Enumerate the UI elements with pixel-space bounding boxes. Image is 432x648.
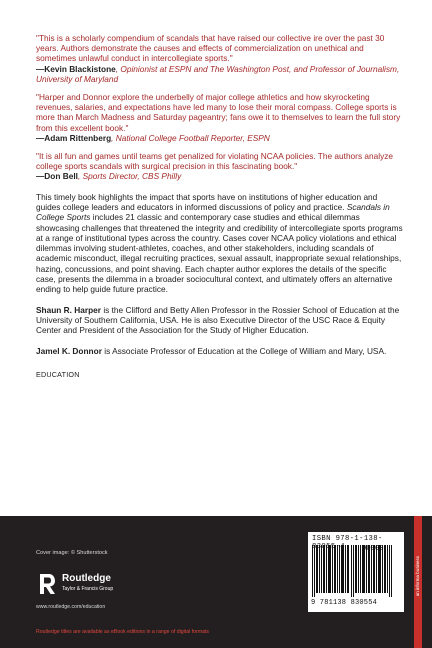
isbn-barcode (308, 532, 404, 612)
author-bio-2 (36, 346, 404, 356)
cover-image-credit: Cover image: © Shutterstock (36, 550, 108, 556)
endorser-role: , Opinionist at ESPN and The Washington Post, and Professor of Journalism, University of Maryland (36, 63, 400, 84)
routledge-r-icon (36, 571, 58, 597)
publisher-group: Taylor & Francis Group (62, 586, 114, 592)
author-name: Shaun R. Harper (36, 304, 102, 315)
endorsement-text: "This is a scholarly compendium of scandals that have raised our collective ire over the past 30 years. Authors demonstrate the causes and effects of commercialization on unethical and sometimes unlawful conduct in intercollegiate sports." (36, 33, 385, 64)
publisher-website: www.routledge.com/education (36, 604, 106, 610)
author-bio-1 (36, 305, 404, 336)
ebook-note: Routledge titles are available as eBook editions in a range of digital formats (36, 629, 210, 635)
book-title-inline: Scandals in College Sports (36, 201, 390, 223)
endorsement-text: "Harper and Donnor explore the underbelly of major college athletics and how skyrocketing revenues, salaries, and expectations have led many to lose their moral compass. College sports is more than March Madness and Saturday pageantry; fans owe it to themselves to learn the full story from this excellent book." (36, 92, 401, 133)
ean-number: 9 781138 830554 (311, 599, 378, 607)
author-bio-text: is the Clifford and Betty Allen Professor in the Rossier School of Education at the University of Southern California, USA. He is also Executive Director of the USC Race & Equity Center and President of the Association for the Study of Higher Education. (36, 304, 400, 336)
endorsement-attribution (36, 133, 404, 143)
endorser-name: —Adam Rittenberg (36, 132, 112, 143)
endorsement-attribution (36, 64, 404, 84)
author-bio-text: is Associate Professor of Education at the College of William and Mary, USA. (101, 345, 387, 356)
informa-tab (414, 516, 422, 648)
isbn-number: ISBN 978-1-138- 055-4 (312, 535, 383, 551)
informa-tab-text: an informa business (415, 556, 420, 597)
publisher-name: Routledge (62, 573, 111, 584)
endorsement-3 (36, 151, 404, 182)
endorsement-attribution (36, 171, 404, 181)
description-part-2: includes 21 classic and contemporary case studies and ethical dilemmas showcasing challenges that threatened the integrity and credibility of intercollegiate sports programs at a range of institutional types across the country. Cases cover NCAA policy violations and ethical dilemmas involving student-athletes, coaches, and other stakeholders, including scandals of academic misconduct, illegal recruiting practices, sexual assault, inappropriate sexual relationships, hazing, concussions, and point shaving. Each chapter author explores the details of the specific case, presents the dilemma in a broader sociocultural context, and ultimately offers an alternative ending to help guide future practice. (36, 212, 403, 295)
endorser-name: —Kevin Blackistone (36, 63, 116, 74)
endorser-role: , National College Football Reporter, ESPN (111, 132, 270, 143)
description-part-1: This timely book highlights the impact that sports have on institutions of higher education and guides college leaders and educators in informed discussions of policy and practice. (36, 191, 378, 212)
endorsement-1 (36, 33, 404, 84)
isbn-addon-number: 90000 (362, 545, 384, 553)
footer-band (0, 516, 432, 648)
book-description (36, 192, 404, 295)
endorser-name: —Don Bell (36, 171, 78, 182)
text-content (36, 33, 404, 379)
endorsement-2 (36, 92, 404, 143)
subject-category: EDUCATION (36, 369, 80, 379)
endorsement-text: "It is all fun and games until teams get penalized for violating NCAA policies. The authors analyze college sports scandals with surgical precision in this fascinating book." (36, 151, 393, 172)
routledge-logo (36, 571, 126, 603)
author-name: Jamel K. Donnor (36, 345, 102, 356)
endorser-role: , Sports Director, CBS Philly (77, 171, 182, 182)
